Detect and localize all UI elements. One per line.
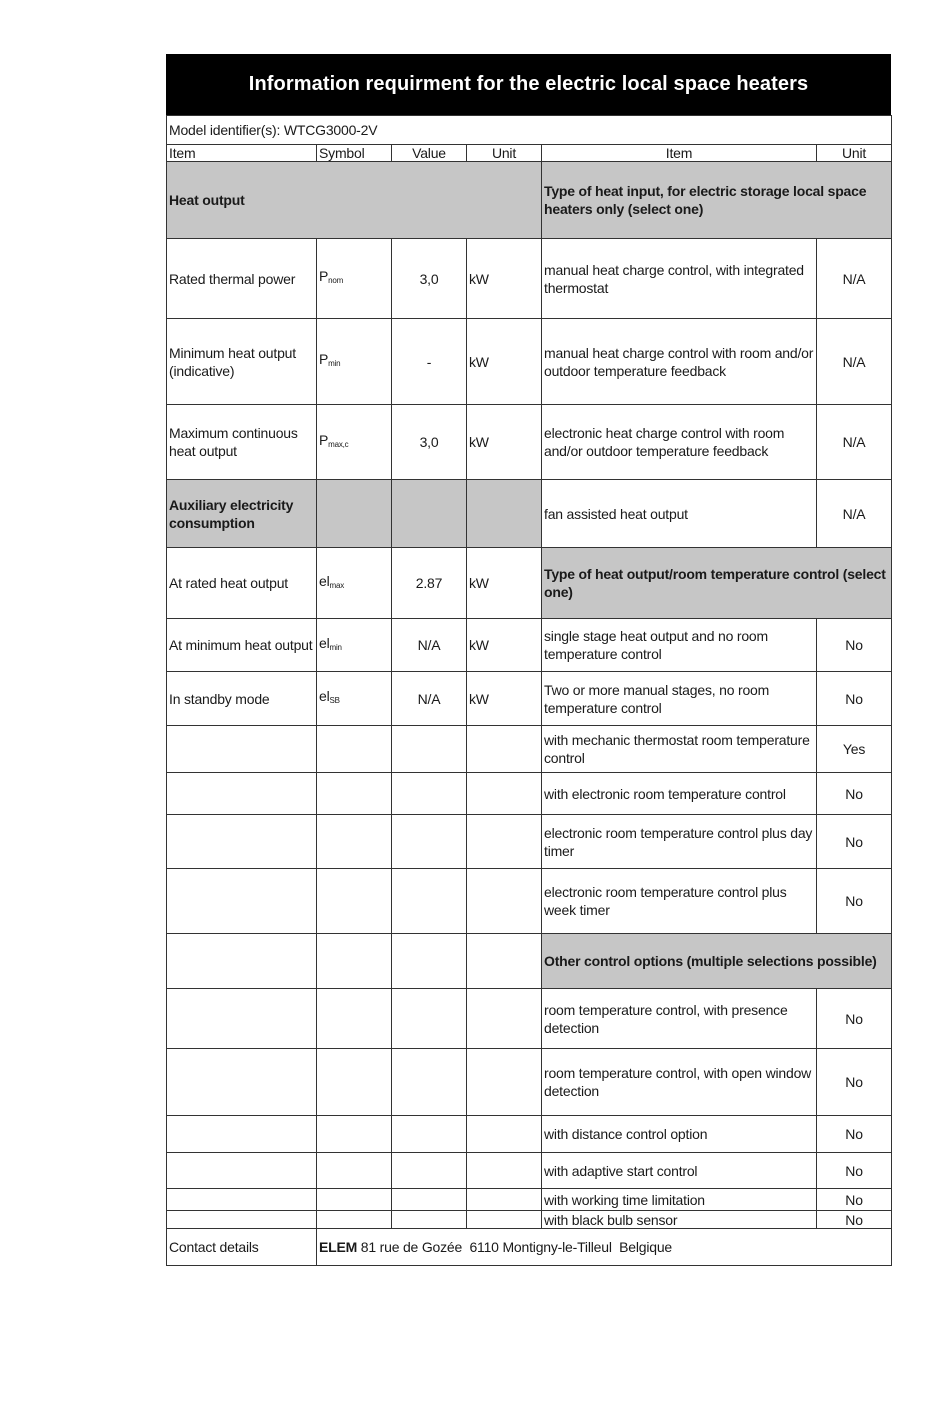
right-value: No <box>817 1049 892 1116</box>
right-value: No <box>817 619 892 672</box>
section-aux-consumption: Auxiliary electricity consumption <box>167 480 317 548</box>
row-value: 3,0 <box>392 239 467 319</box>
right-item: manual heat charge control with room and/or outdoor temperature feedback <box>542 319 817 405</box>
empty-cell <box>392 1211 467 1229</box>
right-value: N/A <box>817 405 892 480</box>
aux-blank-cell <box>467 480 542 548</box>
empty-cell <box>317 726 392 773</box>
model-value: WTCG3000-2V <box>283 122 378 138</box>
row-value: N/A <box>392 619 467 672</box>
empty-cell <box>167 1153 317 1189</box>
table-row <box>167 672 892 726</box>
info-table <box>166 115 892 1266</box>
right-item: electronic heat charge control with room and/or outdoor temperature feedback <box>542 405 817 480</box>
empty-cell <box>467 1211 542 1229</box>
model-identifier <box>167 116 892 145</box>
right-value: No <box>817 1189 892 1211</box>
table-row <box>167 726 892 773</box>
empty-cell <box>392 934 467 989</box>
empty-cell <box>392 1153 467 1189</box>
empty-cell <box>167 1211 317 1229</box>
header-row <box>167 145 892 162</box>
model-row <box>167 116 892 145</box>
right-item: fan assisted heat output <box>542 480 817 548</box>
table-row <box>167 1049 892 1116</box>
section-control-type: Type of heat output/room temperature control (select one) <box>542 548 892 619</box>
header-unit: Unit <box>467 145 542 162</box>
right-value: Yes <box>817 726 892 773</box>
section-row <box>167 162 892 239</box>
empty-cell <box>467 773 542 815</box>
empty-cell <box>392 989 467 1049</box>
row-symbol: $el_{max}$ <box>317 548 392 619</box>
right-item: Two or more manual stages, no room temperature control <box>542 672 817 726</box>
right-value: N/A <box>817 239 892 319</box>
right-value: No <box>817 869 892 934</box>
empty-cell <box>392 773 467 815</box>
row-value: 2.87 <box>392 548 467 619</box>
row-unit: kW <box>467 319 542 405</box>
aux-blank-cell <box>392 480 467 548</box>
empty-cell <box>317 934 392 989</box>
empty-cell <box>467 1049 542 1116</box>
contact-label: Contact details <box>167 1229 317 1266</box>
model-label: Model identifier(s): <box>169 122 281 138</box>
empty-cell <box>167 815 317 869</box>
header-symbol: Symbol <box>317 145 392 162</box>
empty-cell <box>167 1049 317 1116</box>
info-sheet <box>166 54 891 1266</box>
section-heat-output: Heat output <box>167 162 542 239</box>
section-other-controls: Other control options (multiple selections possible) <box>542 934 892 989</box>
empty-cell <box>392 869 467 934</box>
empty-cell <box>317 1116 392 1153</box>
contact-row <box>167 1229 892 1266</box>
right-item: electronic room temperature control plus week timer <box>542 869 817 934</box>
aux-blank-cell <box>317 480 392 548</box>
right-value: No <box>817 773 892 815</box>
empty-cell <box>392 726 467 773</box>
empty-cell <box>467 815 542 869</box>
row-value: 3,0 <box>392 405 467 480</box>
right-item: with adaptive start control <box>542 1153 817 1189</box>
row-unit: kW <box>467 405 542 480</box>
empty-cell <box>317 773 392 815</box>
table-row <box>167 1116 892 1153</box>
row-item: Rated thermal power <box>167 239 317 319</box>
empty-cell <box>317 815 392 869</box>
empty-cell <box>167 934 317 989</box>
row-unit: kW <box>467 548 542 619</box>
row-symbol: $P_{max,c}$ <box>317 405 392 480</box>
empty-cell <box>317 1153 392 1189</box>
table-row <box>167 319 892 405</box>
empty-cell <box>467 726 542 773</box>
empty-cell <box>317 869 392 934</box>
right-value: No <box>817 815 892 869</box>
right-item: manual heat charge control, with integrated thermostat <box>542 239 817 319</box>
right-item: single stage heat output and no room temperature control <box>542 619 817 672</box>
row-item: Minimum heat output (indicative) <box>167 319 317 405</box>
row-unit: kW <box>467 239 542 319</box>
empty-cell <box>467 1189 542 1211</box>
row-symbol: $P_{min}$ <box>317 319 392 405</box>
empty-cell <box>392 1116 467 1153</box>
row-item: In standby mode <box>167 672 317 726</box>
row-symbol: $el_{SB}$ <box>317 672 392 726</box>
contact-company: ELEM <box>319 1239 358 1255</box>
row-value: - <box>392 319 467 405</box>
header-right-item: Item <box>542 145 817 162</box>
row-symbol: $P_{nom}$ <box>317 239 392 319</box>
right-item: with distance control option <box>542 1116 817 1153</box>
document-title: Information requirment for the electric local space heaters <box>166 54 891 115</box>
contact-address: 81 rue de Gozée 6110 Montigny-le-Tilleul Belgique <box>357 1239 672 1255</box>
empty-cell <box>467 1153 542 1189</box>
right-item: room temperature control, with presence detection <box>542 989 817 1049</box>
row-item: At minimum heat output <box>167 619 317 672</box>
right-value: No <box>817 1211 892 1229</box>
table-row <box>167 1211 892 1229</box>
empty-cell <box>392 1189 467 1211</box>
empty-cell <box>467 989 542 1049</box>
header-right-unit: Unit <box>817 145 892 162</box>
section-heat-input: Type of heat input, for electric storage local space heaters only (select one) <box>542 162 892 239</box>
table-row <box>167 548 892 619</box>
right-value: No <box>817 1153 892 1189</box>
row-unit: kW <box>467 619 542 672</box>
table-row <box>167 1153 892 1189</box>
row-value: N/A <box>392 672 467 726</box>
right-item: electronic room temperature control plus day timer <box>542 815 817 869</box>
empty-cell <box>467 1116 542 1153</box>
table-row <box>167 619 892 672</box>
table-row <box>167 405 892 480</box>
table-row <box>167 869 892 934</box>
empty-cell <box>467 869 542 934</box>
empty-cell <box>167 1189 317 1211</box>
table-row <box>167 480 892 548</box>
empty-cell <box>392 815 467 869</box>
empty-cell <box>167 989 317 1049</box>
empty-cell <box>317 1211 392 1229</box>
empty-cell <box>167 1116 317 1153</box>
row-unit: kW <box>467 672 542 726</box>
empty-cell <box>317 1189 392 1211</box>
right-value: N/A <box>817 480 892 548</box>
row-symbol: $el_{min}$ <box>317 619 392 672</box>
table-row <box>167 815 892 869</box>
table-row <box>167 989 892 1049</box>
row-item: At rated heat output <box>167 548 317 619</box>
table-row <box>167 1189 892 1211</box>
right-value: N/A <box>817 319 892 405</box>
right-value: No <box>817 672 892 726</box>
right-item: with working time limitation <box>542 1189 817 1211</box>
empty-cell <box>317 989 392 1049</box>
empty-cell <box>167 773 317 815</box>
empty-cell <box>167 726 317 773</box>
empty-cell <box>317 1049 392 1116</box>
header-value: Value <box>392 145 467 162</box>
right-item: with mechanic thermostat room temperature control <box>542 726 817 773</box>
contact-details <box>317 1229 892 1266</box>
right-item: with black bulb sensor <box>542 1211 817 1229</box>
empty-cell <box>467 934 542 989</box>
table-row <box>167 239 892 319</box>
empty-cell <box>392 1049 467 1116</box>
empty-cell <box>167 869 317 934</box>
right-item: with electronic room temperature control <box>542 773 817 815</box>
right-value: No <box>817 1116 892 1153</box>
header-item: Item <box>167 145 317 162</box>
table-row <box>167 934 892 989</box>
table-row <box>167 773 892 815</box>
right-item: room temperature control, with open window detection <box>542 1049 817 1116</box>
right-value: No <box>817 989 892 1049</box>
row-item: Maximum continuous heat output <box>167 405 317 480</box>
